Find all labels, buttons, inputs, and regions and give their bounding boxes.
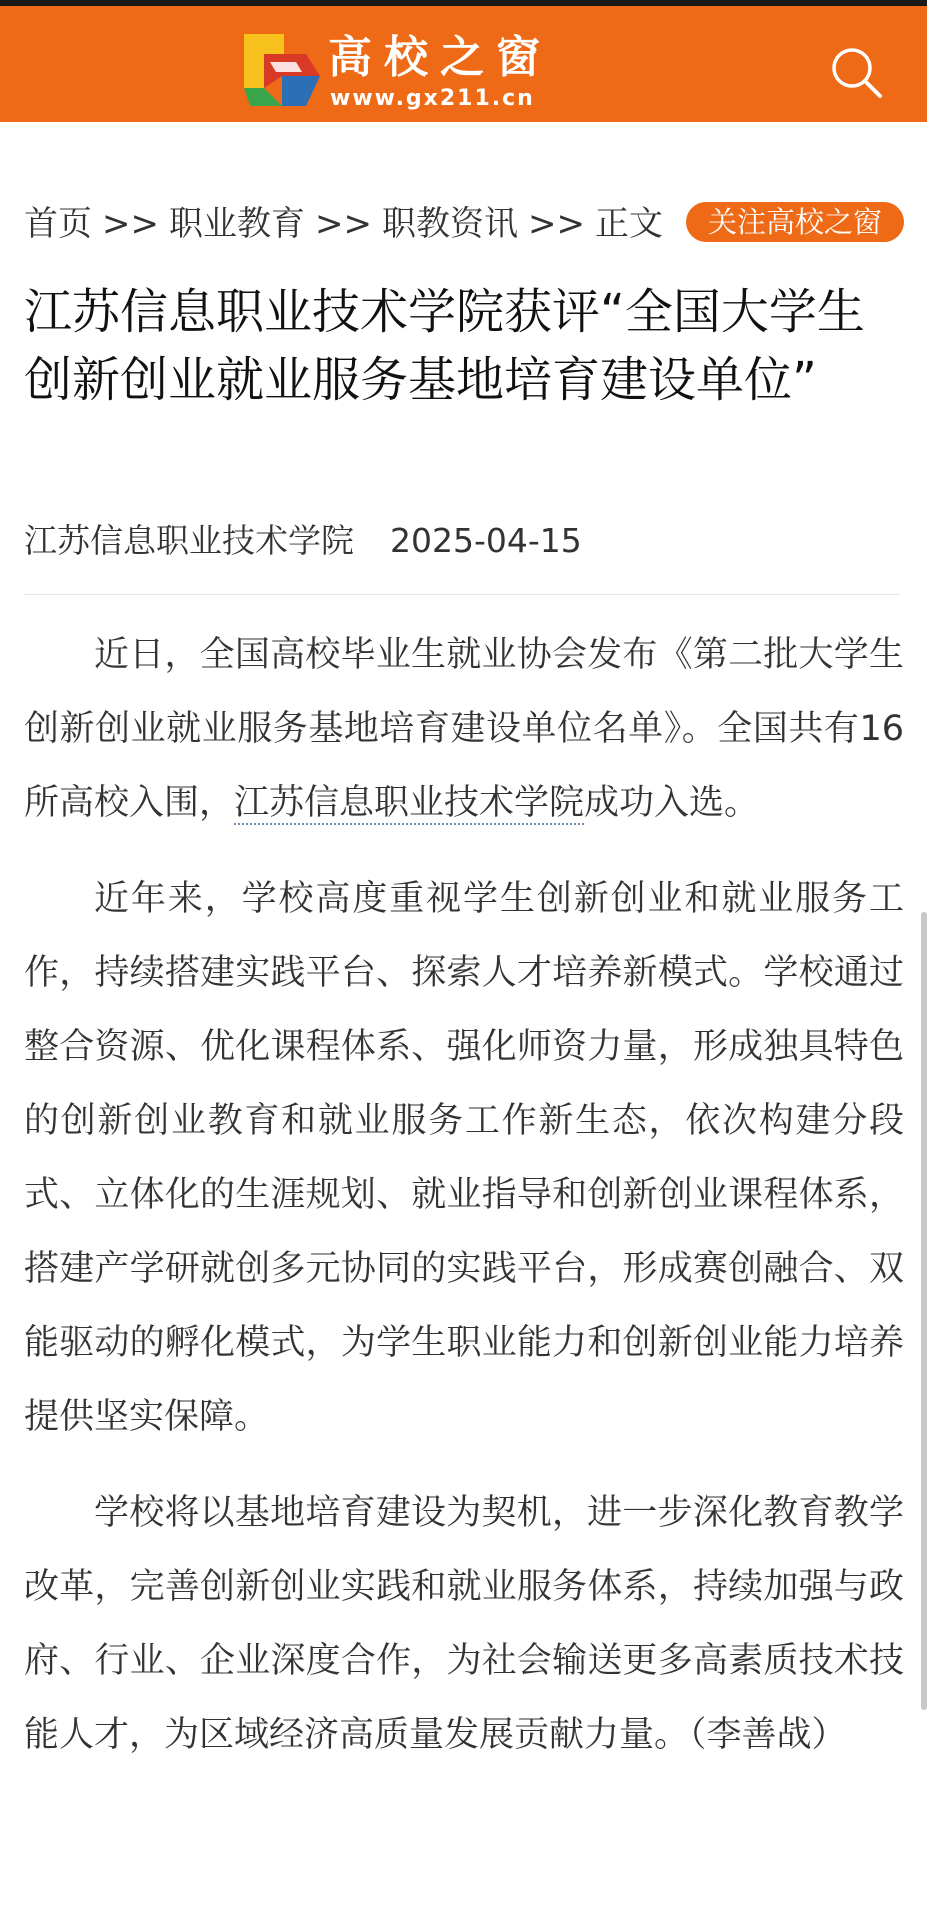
breadcrumb	[24, 196, 663, 252]
article-paragraph-1	[24, 618, 904, 840]
breadcrumb-item-home[interactable]: 首页	[24, 204, 92, 244]
article-date: 2025-04-15	[390, 521, 582, 560]
logo-url: www.gx211.cn	[330, 86, 535, 111]
scrollbar[interactable]	[921, 912, 927, 1710]
article-body	[24, 618, 904, 1794]
breadcrumb-item-current: 正文	[594, 204, 663, 244]
breadcrumb-separator: >>	[527, 204, 585, 244]
site-header	[0, 6, 927, 122]
article-paragraph-3: 学校将以基地培育建设为契机，进一步深化教育教学改革，完善创新创业实践和就业服务体系，持续加强与政府、行业、企业深度合作，为社会输送更多高素质技术技能人才，为区域经济高质量发展贡献力量。（李善战）	[24, 1493, 904, 1755]
article-paragraph-2: 近年来，学校高度重视学生创新创业和就业服务工作，持续搭建实践平台、探索人才培养新模式。学校通过整合资源、优化课程体系、强化师资力量，形成独具特色的创新创业教育和就业服务工作新生态，依次构建分段式、立体化的生涯规划、就业指导和创新创业课程体系，搭建产学研就创多元协同的实践平台，形成赛创融合、双能驱动的孵化模式，为学生职业能力和创新创业能力培养提供坚实保障。	[24, 879, 904, 1437]
logo-title: 高校之窗	[328, 32, 552, 83]
follow-button[interactable]: 关注高校之窗	[686, 202, 904, 242]
breadcrumb-item-vocational-news[interactable]: 职教资讯	[381, 204, 518, 244]
search-icon[interactable]	[826, 42, 886, 102]
breadcrumb-row	[24, 196, 904, 252]
article-source: 江苏信息职业技术学院	[24, 521, 354, 560]
article-meta	[24, 513, 582, 569]
school-link[interactable]: 江苏信息职业技术学院	[234, 783, 585, 823]
paragraph-text: 近日，全国高校毕业生就业协会发布《第二批大学生创新创业就业服务基地培育建设单位名单》。全国共有16所高校入围，	[24, 635, 904, 823]
logo-mark-icon	[236, 28, 328, 112]
paragraph-text: 成功入选。	[584, 783, 760, 823]
breadcrumb-separator: >>	[102, 204, 159, 244]
breadcrumb-item-vocational-education[interactable]: 职业教育	[168, 204, 305, 244]
divider	[24, 594, 900, 595]
article-title: 江苏信息职业技术学院获评“全国大学生创新创业就业服务基地培育建设单位”	[24, 284, 865, 408]
site-logo[interactable]	[236, 28, 576, 116]
breadcrumb-separator: >>	[314, 204, 372, 244]
